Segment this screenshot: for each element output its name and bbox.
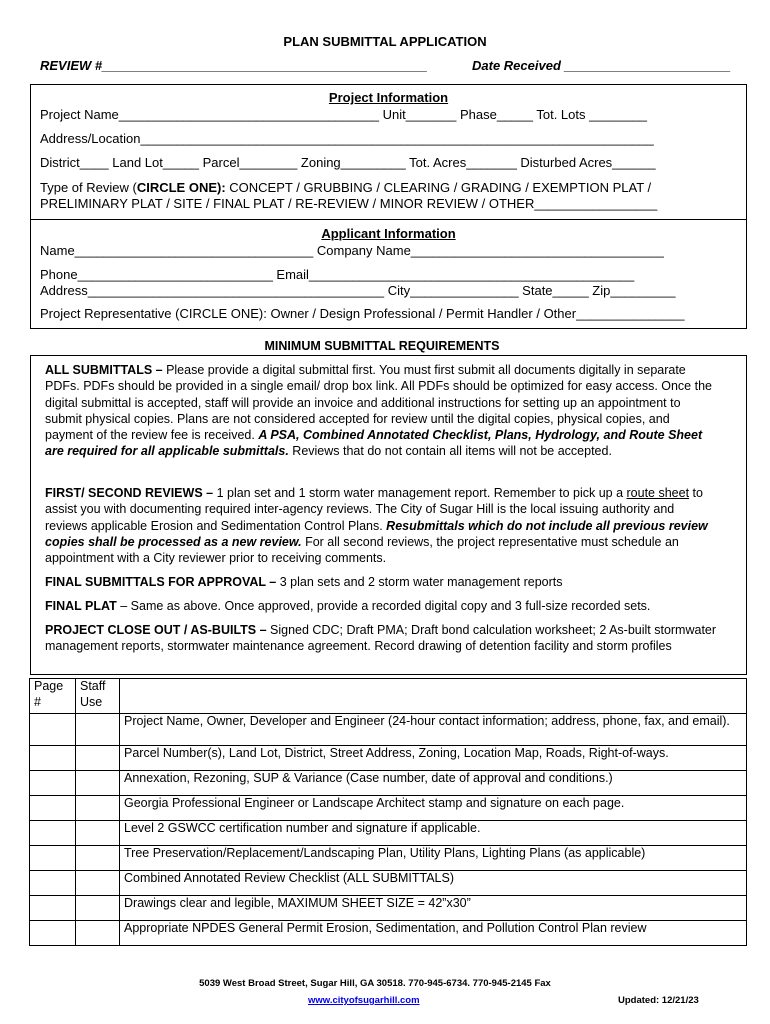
final-plat-text: – Same as above. Once approved, provide a recorded digital copy and 3 full-size recorded sets. [116,599,651,613]
page-cell[interactable] [30,821,76,846]
applicant-name-line[interactable]: Name_________________________________ Company Name___________________________________ [40,243,664,258]
all-submittals-paragraph [45,362,717,460]
final-plat-paragraph [45,598,717,614]
requirements-heading: MINIMUM SUBMITTAL REQUIREMENTS [264,339,500,353]
all-submittals-required: A PSA, Combined Annotated Checklist, Plans, Hydrology, and Route Sheet are required for all applicable submittals. [45,428,703,459]
first-reviews-tail: For all second reviews, the project representative must schedule an appointment with a City reviewer prior to receiving comments. [45,534,679,566]
page-cell[interactable] [30,771,76,796]
type-prefix: Type of Review ( [40,180,137,195]
item-cell: Annexation, Rezoning, SUP & Variance (Case number, date of approval and conditions.) [120,771,747,796]
staff-cell[interactable] [76,821,120,846]
type-options: CONCEPT / GRUBBING / CLEARING / GRADING / EXEMPTION PLAT / [225,180,652,195]
final-plat-title: FINAL PLAT [45,599,117,613]
type-of-review-line[interactable] [40,180,651,196]
date-received-field[interactable]: Date Received _______________________ [472,58,731,73]
close-out-text: Signed CDC; Draft PMA; Draft bond calculation worksheet; 2 As-built stormwater management reports, stormwater maintenance agreement. Record drawing of detention facility and storm profiles [45,623,717,654]
first-reviews-title: FIRST/ SECOND REVIEWS – [45,486,214,500]
applicant-address-line[interactable]: Address_________________________________________ City_______________ State_____ Zip_________ [40,283,676,298]
first-second-reviews-paragraph [45,485,717,566]
route-sheet-link[interactable]: route sheet [626,486,690,500]
final-submittals-text: 3 plan sets and 2 storm water management reports [276,575,563,589]
item-cell: Project Name, Owner, Developer and Engineer (24-hour contact information; address, phone, fax, and email). [120,714,747,746]
page-cell[interactable] [30,921,76,946]
page-cell[interactable] [30,746,76,771]
table-row [30,896,747,921]
item-cell: Appropriate NPDES General Permit Erosion, Sedimentation, and Pollution Control Plan review [120,921,747,946]
all-submittals-title: ALL SUBMITTALS – [45,363,163,377]
staff-cell[interactable] [76,896,120,921]
resubmittals-note: Resubmittals which do not include all previous review copies shall be processed as a new review. [45,518,708,549]
page-cell[interactable] [30,896,76,921]
all-submittals-tail: Reviews that do not contain all items will not be accepted. [288,444,612,459]
item-cell: Parcel Number(s), Land Lot, District, Street Address, Zoning, Location Map, Roads, Right-of-ways. [120,746,747,771]
district-line[interactable]: District____ Land Lot_____ Parcel________ Zoning_________ Tot. Acres_______ Disturbed Acres______ [40,155,656,170]
table-row [30,746,747,771]
staff-cell[interactable] [76,746,120,771]
project-representative-line[interactable]: Project Representative (CIRCLE ONE): Owner / Design Professional / Permit Handler / Other_______________ [40,306,685,321]
checklist-table [29,678,747,946]
staff-use-header: Staff Use [76,679,120,714]
type-of-review-line-2[interactable]: PRELIMINARY PLAT / SITE / FINAL PLAT / RE-REVIEW / MINOR REVIEW / OTHER_________________ [40,196,658,211]
staff-cell[interactable] [76,846,120,871]
page-cell[interactable] [30,846,76,871]
footer-address: 5039 West Broad Street, Sugar Hill, GA 30518. 770-945-6734. 770-945-2145 Fax [199,978,551,989]
table-row [30,846,747,871]
close-out-paragraph [45,622,717,655]
table-row [30,921,747,946]
first-reviews-text: 1 plan set and 1 storm water management report. Remember to pick up a [213,486,627,500]
page-number-header: Page # [30,679,76,714]
address-location-line[interactable]: Address/Location_______________________________________________________________________ [40,131,654,146]
staff-cell[interactable] [76,921,120,946]
item-cell: Level 2 GSWCC certification number and signature if applicable. [120,821,747,846]
table-row [30,714,747,746]
type-circle-one: CIRCLE ONE): [136,180,226,195]
all-submittals-text: Please provide a digital submittal first. You must first submit all documents digitally in separate PDFs. PDFs should be provided in a single email/ drop box link. All PDFs should be optimized for easy access. Once the digital submittal is accepted, staff will provide an invoice and additional instructions for setting up an appointment to submit physical copies. Plans are not considered accepted for review until the digital copies, physical copies, and payment of the review fee is received. [45,363,712,443]
page-title: PLAN SUBMITTAL APPLICATION [283,34,487,49]
table-row [30,796,747,821]
table-row [30,871,747,896]
final-submittals-title: FINAL SUBMITTALS FOR APPROVAL – [45,575,277,589]
project-information-heading: Project Information [328,90,449,105]
item-cell: Combined Annotated Review Checklist (ALL SUBMITTALS) [120,871,747,896]
applicant-information-heading: Applicant Information [321,226,456,241]
phone-email-line[interactable]: Phone___________________________ Email_____________________________________________ [40,267,635,282]
close-out-title: PROJECT CLOSE OUT / AS-BUILTS – [45,623,267,637]
table-row [30,821,747,846]
page-cell[interactable] [30,714,76,746]
project-name-line[interactable]: Project Name____________________________________ Unit_______ Phase_____ Tot. Lots ________ [40,107,647,122]
website-link[interactable]: www.cityofsugarhill.com [308,995,420,1006]
updated-date: Updated: 12/21/23 [618,995,699,1006]
staff-cell[interactable] [76,871,120,896]
review-number-field[interactable]: REVIEW #_____________________________________________ [40,58,428,73]
first-reviews-text-2: to assist you with documenting required inter-agency reviews. The City of Sugar Hill is the local issuing authority and reviews applicable Erosion and Sedimentation Control Plans. [45,486,703,533]
item-cell: Tree Preservation/Replacement/Landscaping Plan, Utility Plans, Lighting Plans (as applicable) [120,846,747,871]
final-submittals-paragraph [45,574,717,590]
section-divider [30,219,747,220]
staff-cell[interactable] [76,796,120,821]
item-cell: Georgia Professional Engineer or Landscape Architect stamp and signature on each page. [120,796,747,821]
item-header [120,679,747,714]
table-header-row [30,679,747,714]
item-cell: Drawings clear and legible, MAXIMUM SHEET SIZE = 42”x30” [120,896,747,921]
staff-cell[interactable] [76,714,120,746]
staff-cell[interactable] [76,771,120,796]
page-cell[interactable] [30,796,76,821]
table-row [30,771,747,796]
page-cell[interactable] [30,871,76,896]
